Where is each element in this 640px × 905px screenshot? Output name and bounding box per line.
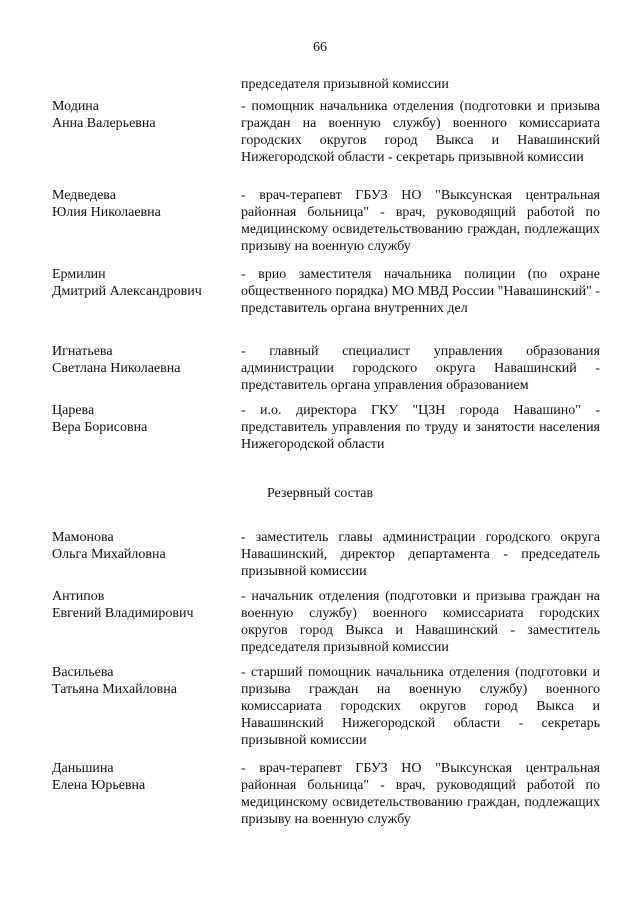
member-entry [52, 266, 600, 317]
page-number: 66 [313, 40, 327, 55]
continuation-text: председателя призывной комиссии [241, 77, 449, 92]
member-name [52, 343, 241, 394]
member-role: - главный специалист управления образования администрации городского округа Навашинский - представитель органа управления образованием [241, 344, 600, 393]
member-surname: Царева [52, 403, 95, 418]
member-surname: Ермилин [52, 267, 106, 282]
member-surname: Мамонова [52, 530, 114, 545]
member-name [52, 529, 241, 580]
member-given-names: Светлана Николаевна [52, 361, 181, 376]
reserve-member-entry [52, 588, 600, 656]
member-surname: Модина [52, 99, 100, 114]
member-name [52, 588, 241, 656]
member-given-names: Ольга Михайловна [52, 547, 166, 562]
member-surname: Игнатьева [52, 344, 113, 359]
member-entry [52, 98, 600, 166]
member-entry [52, 343, 600, 394]
member-role: - старший помощник начальника отделения (подготовки и призыва граждан на военную службу) военного комиссариата городских округов город Выкса и Навашинский Нижегородской области - секретарь призывной комиссии [241, 665, 600, 748]
member-surname: Даньшина [52, 761, 114, 776]
member-given-names: Дмитрий Александрович [52, 284, 202, 299]
member-given-names: Татьяна Михайловна [52, 682, 177, 697]
reserve-member-entry [52, 529, 600, 580]
member-given-names: Вера Борисовна [52, 420, 148, 435]
member-entry [52, 187, 600, 255]
member-role: - врач-терапевт ГБУЗ НО "Выксунская центральная районная больница" - врач, руководящий работой по медицинскому освидетельствованию граждан, подлежащих призыву на военную службу [241, 188, 600, 254]
member-role: - заместитель главы администрации городского округа Навашинский, директор департамента - председатель призывной комиссии [241, 530, 600, 579]
member-surname: Васильева [52, 665, 114, 680]
member-name [52, 402, 241, 453]
member-role: - и.о. директора ГКУ "ЦЗН города Навашино" - представитель управления по труду и занятости населения Нижегородской области [241, 403, 600, 452]
member-surname: Антипов [52, 589, 105, 604]
member-name [52, 664, 241, 749]
member-surname: Медведева [52, 188, 116, 203]
reserve-member-entry [52, 760, 600, 828]
member-name [52, 266, 241, 317]
member-name [52, 98, 241, 166]
member-role: - врач-терапевт ГБУЗ НО "Выксунская центральная районная больница" - врач, руководящий работой по медицинскому освидетельствованию граждан, подлежащих призыву на военную службу [241, 761, 600, 827]
member-given-names: Юлия Николаевна [52, 205, 161, 220]
member-name [52, 760, 241, 828]
member-given-names: Елена Юрьевна [52, 778, 146, 793]
section-heading-reserve: Резервный состав [266, 486, 374, 501]
member-role: - начальник отделения (подготовки и призыва граждан на военную службу) военного комиссариата городских округов город Выкса и Навашинский - заместитель председателя призывной комиссии [241, 589, 600, 655]
member-name [52, 187, 241, 255]
member-given-names: Евгений Владимирович [52, 606, 194, 621]
member-role: - врио заместителя начальника полиции (по охране общественного порядка) МО МВД России "Навашинский" - представитель органа внутренних дел [241, 267, 600, 316]
member-entry [52, 402, 600, 453]
member-role: - помощник начальника отделения (подготовки и призыва граждан на военную службу) военного комиссариата городских округов город Выкса и Навашинский Нижегородской области - секретарь призывной комиссии [241, 99, 600, 165]
reserve-member-entry [52, 664, 600, 749]
member-given-names: Анна Валерьевна [52, 116, 156, 131]
